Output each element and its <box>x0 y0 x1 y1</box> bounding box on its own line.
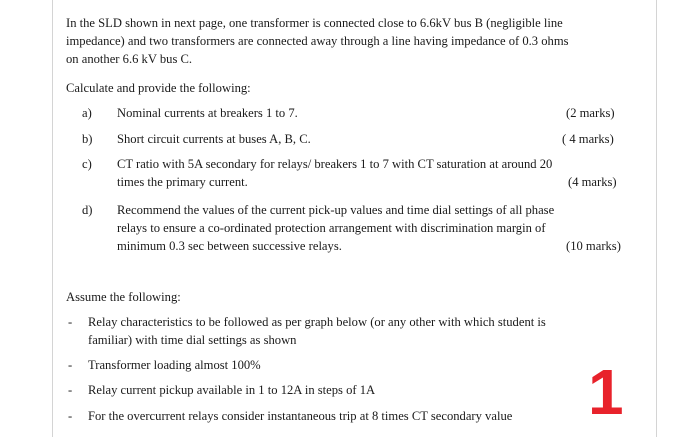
assumption-3-bullet: - <box>68 383 73 397</box>
assumption-3-line-1: Relay current pickup available in 1 to 12A in steps of 1A <box>88 383 376 397</box>
assumption-4-bullet: - <box>68 409 73 423</box>
assumption-4-line-1: For the overcurrent relays consider instantaneous trip at 8 times CT secondary value <box>88 409 513 423</box>
intro-line-1: In the SLD shown in next page, one transformer is connected close to 6.6kV bus B (negligible line <box>66 16 563 30</box>
task-c-marks: (4 marks) <box>568 175 617 189</box>
task-c-text-line-2: times the primary current. <box>117 175 248 189</box>
task-a-label: a) <box>82 106 92 120</box>
task-d-label: d) <box>82 203 93 217</box>
task-d-text-line-2: relays to ensure a co-ordinated protection arrangement with discrimination margin of <box>117 221 546 235</box>
task-c-text-line-1: CT ratio with 5A secondary for relays/ breakers 1 to 7 with CT saturation at around 20 <box>117 157 553 171</box>
assumption-2-bullet: - <box>68 358 73 372</box>
assumption-1-line-1: Relay characteristics to be followed as per graph below (or any other with which student is <box>88 315 546 329</box>
task-b-marks: ( 4 marks) <box>562 132 614 146</box>
assumption-2-line-1: Transformer loading almost 100% <box>88 358 261 372</box>
assume-heading: Assume the following: <box>66 290 181 304</box>
task-a-marks: (2 marks) <box>566 106 615 120</box>
task-b-text: Short circuit currents at buses A, B, C. <box>117 132 311 146</box>
task-d-text-line-1: Recommend the values of the current pick-up values and time dial settings of all phase <box>117 203 555 217</box>
task-c-label: c) <box>82 157 92 171</box>
task-d-marks: (10 marks) <box>566 239 621 253</box>
task-a-text: Nominal currents at breakers 1 to 7. <box>117 106 298 120</box>
intro-line-2: impedance) and two transformers are connected away through a line having impedance of 0.3 ohms <box>66 34 569 48</box>
assumption-1-line-2: familiar) with time dial settings as shown <box>88 333 297 347</box>
intro-line-3: on another 6.6 kV bus C. <box>66 52 193 66</box>
assumption-1-bullet: - <box>68 315 73 329</box>
page-number-annotation: 1 <box>588 356 624 428</box>
calculate-heading: Calculate and provide the following: <box>66 81 251 95</box>
task-d-text-line-3: minimum 0.3 sec between successive relays. <box>117 239 342 253</box>
task-b-label: b) <box>82 132 93 146</box>
